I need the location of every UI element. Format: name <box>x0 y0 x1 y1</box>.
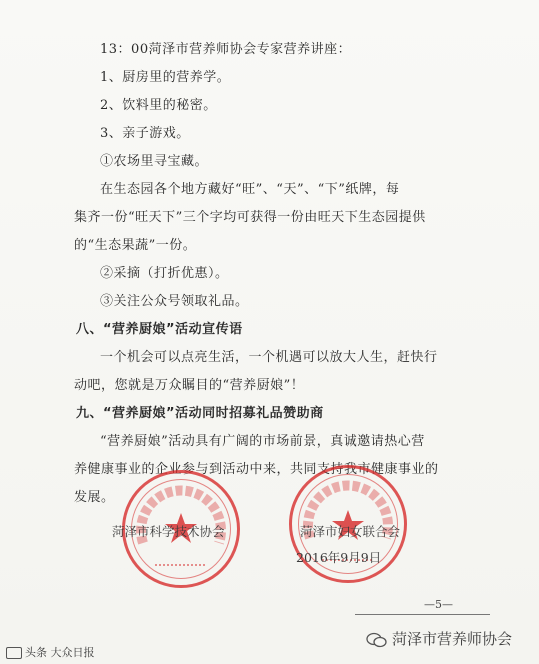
slogan-line: 一个机会可以点亮生活，一个机遇可以放大人生，赶快行 <box>100 350 438 365</box>
paragraph-line: 集齐一份“旺天下”三个字均可获得一份由旺天下生态园提供 <box>74 210 426 225</box>
game-item-1: ①农场里寻宝藏。 <box>100 154 209 169</box>
signature-date: 2016年9月9日 <box>296 550 382 565</box>
signature-left: 菏泽市科学技术协会 <box>112 524 225 539</box>
watermark-right: 菏泽市营养师协会 <box>366 628 512 649</box>
signature-right: 菏泽市妇女联合会 <box>300 524 401 539</box>
lecture-item-2: 2、饮料里的秘密。 <box>100 98 217 113</box>
sponsor-paragraph-line: “营养厨娘”活动具有广阔的市场前景，真诚邀请热心营 <box>100 434 425 449</box>
page-number: —5— <box>424 598 453 611</box>
toutiao-logo-icon <box>6 647 22 659</box>
lecture-item-3: 3、亲子游戏。 <box>100 126 190 141</box>
wechat-icon <box>366 632 388 648</box>
divider <box>355 614 490 615</box>
slogan-line: 动吧，您就是万众瞩目的“营养厨娘”！ <box>74 378 305 393</box>
game-item-2: ②采摘（打折优惠）。 <box>100 266 229 281</box>
lecture-time-line: 13：00菏泽市营养师协会专家营养讲座： <box>100 42 352 57</box>
game-item-3: ③关注公众号领取礼品。 <box>100 294 249 309</box>
sponsor-paragraph-line: 养健康事业的企业参与到活动中来，共同支持我市健康事业的 <box>74 462 439 477</box>
paragraph-line: 的“生态果蔬”一份。 <box>74 238 197 253</box>
lecture-item-1: 1、厨房里的营养学。 <box>100 70 231 85</box>
watermark-left: 头条 大众日报 <box>6 644 95 660</box>
section-heading-8: 八、“营养厨娘”活动宣传语 <box>76 322 243 337</box>
sponsor-paragraph-line: 发展。 <box>74 490 115 505</box>
section-heading-9: 九、“营养厨娘”活动同时招募礼品赞助商 <box>76 406 324 421</box>
paragraph-line: 在生态园各个地方藏好“旺”、“天”、“下”纸牌，每 <box>100 182 400 197</box>
